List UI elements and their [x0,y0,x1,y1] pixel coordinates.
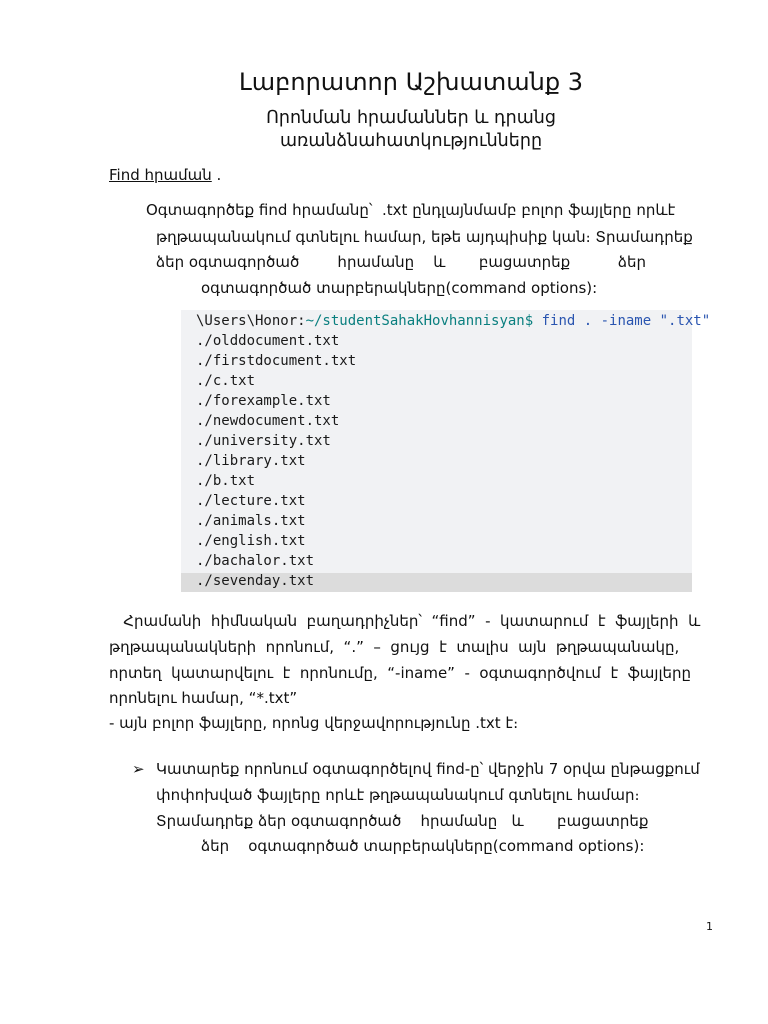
explanation-line-2: թղթապանակների որոնում, “.” – ցույց է տալիս այն թղթապանակը, [109,638,680,656]
terminal-output-line: ./forexample.txt [196,393,331,409]
task1-line-1: Օգտագործեք find հրամանը՝ .txt ընդլայնմամբ բոլոր ֆայլերը որևէ [146,201,676,219]
terminal-output-line: ./c.txt [196,373,256,389]
terminal-prompt-path: ~/studentSahakHovhannisyan$ [305,313,534,329]
terminal-screenshot [181,310,711,592]
explanation-line-4: որոնելու համար, “*.txt” [109,689,298,707]
explanation-line-5: - այն բոլոր ֆայլերը, որոնց վերջավորությունը .txt է։ [109,714,519,732]
task1-line-3: ձեր օգտագործած հրամանը և բացատրեք ձեր [156,253,647,271]
terminal-output-line: ./animals.txt [196,513,306,529]
terminal-output-line: ./library.txt [196,453,306,469]
terminal-output-line: ./b.txt [196,473,256,489]
terminal-output-line: ./english.txt [196,533,306,549]
task2-line-2: փոփոխված ֆայլերը որևէ թղթապանակում գտնելու համար։ [156,786,640,804]
terminal-prompt-line [196,313,710,329]
find-heading [109,166,221,184]
terminal-output-line: ./sevenday.txt [196,573,315,589]
task2-line-4: ձեր օգտագործած տարբերակները(command options): [201,837,645,855]
task1-line-4: օգտագործած տարբերակները(command options): [201,279,598,297]
task2-line-3: Տրամադրեք ձեր օգտագործած հրամանը և բացատրեք [156,812,649,830]
terminal-output-line: ./newdocument.txt [196,413,340,429]
subtitle-line-2: առանձնահատկությունները [279,131,543,151]
find-heading-label: Find հրաման [109,166,212,184]
terminal-output-line: ./olddocument.txt [196,333,340,349]
task2-line-1: Կատարեք որոնում օգտագործելով find-ը՝ վերջին 7 օրվա ընթացքում [156,760,700,778]
terminal-output-line: ./firstdocument.txt [196,353,357,369]
explanation-line-3: որտեղ կատարվելու է որոնումը, “-iname” - օգտագործվում է ֆայլերը [109,664,692,682]
terminal-output-line: ./lecture.txt [196,493,306,509]
explanation-line-1: Հրամանի հիմնական բաղադրիչներ՝ “find” - կատարում է ֆայլերի և [109,612,701,630]
terminal-output-line: ./bachalor.txt [196,553,315,569]
task1-line-2: թղթապանակում գտնելու համար, եթե այդպիսիք կան։ Տրամադրեք [156,228,693,246]
terminal-output-line: ./university.txt [196,433,331,449]
page-title: Լաբորատոր Աշխատանք 3 [239,68,583,96]
terminal-command: find . -iname ".txt" [533,313,711,329]
terminal-prompt-user: \Users\Honor: [196,313,306,329]
subtitle-line-1: Որոնման հրամաններ և դրանց [266,108,556,128]
page-number: 1 [706,920,713,933]
arrow-bullet-icon: ➢ [132,760,145,778]
find-heading-suffix: . [211,166,222,184]
